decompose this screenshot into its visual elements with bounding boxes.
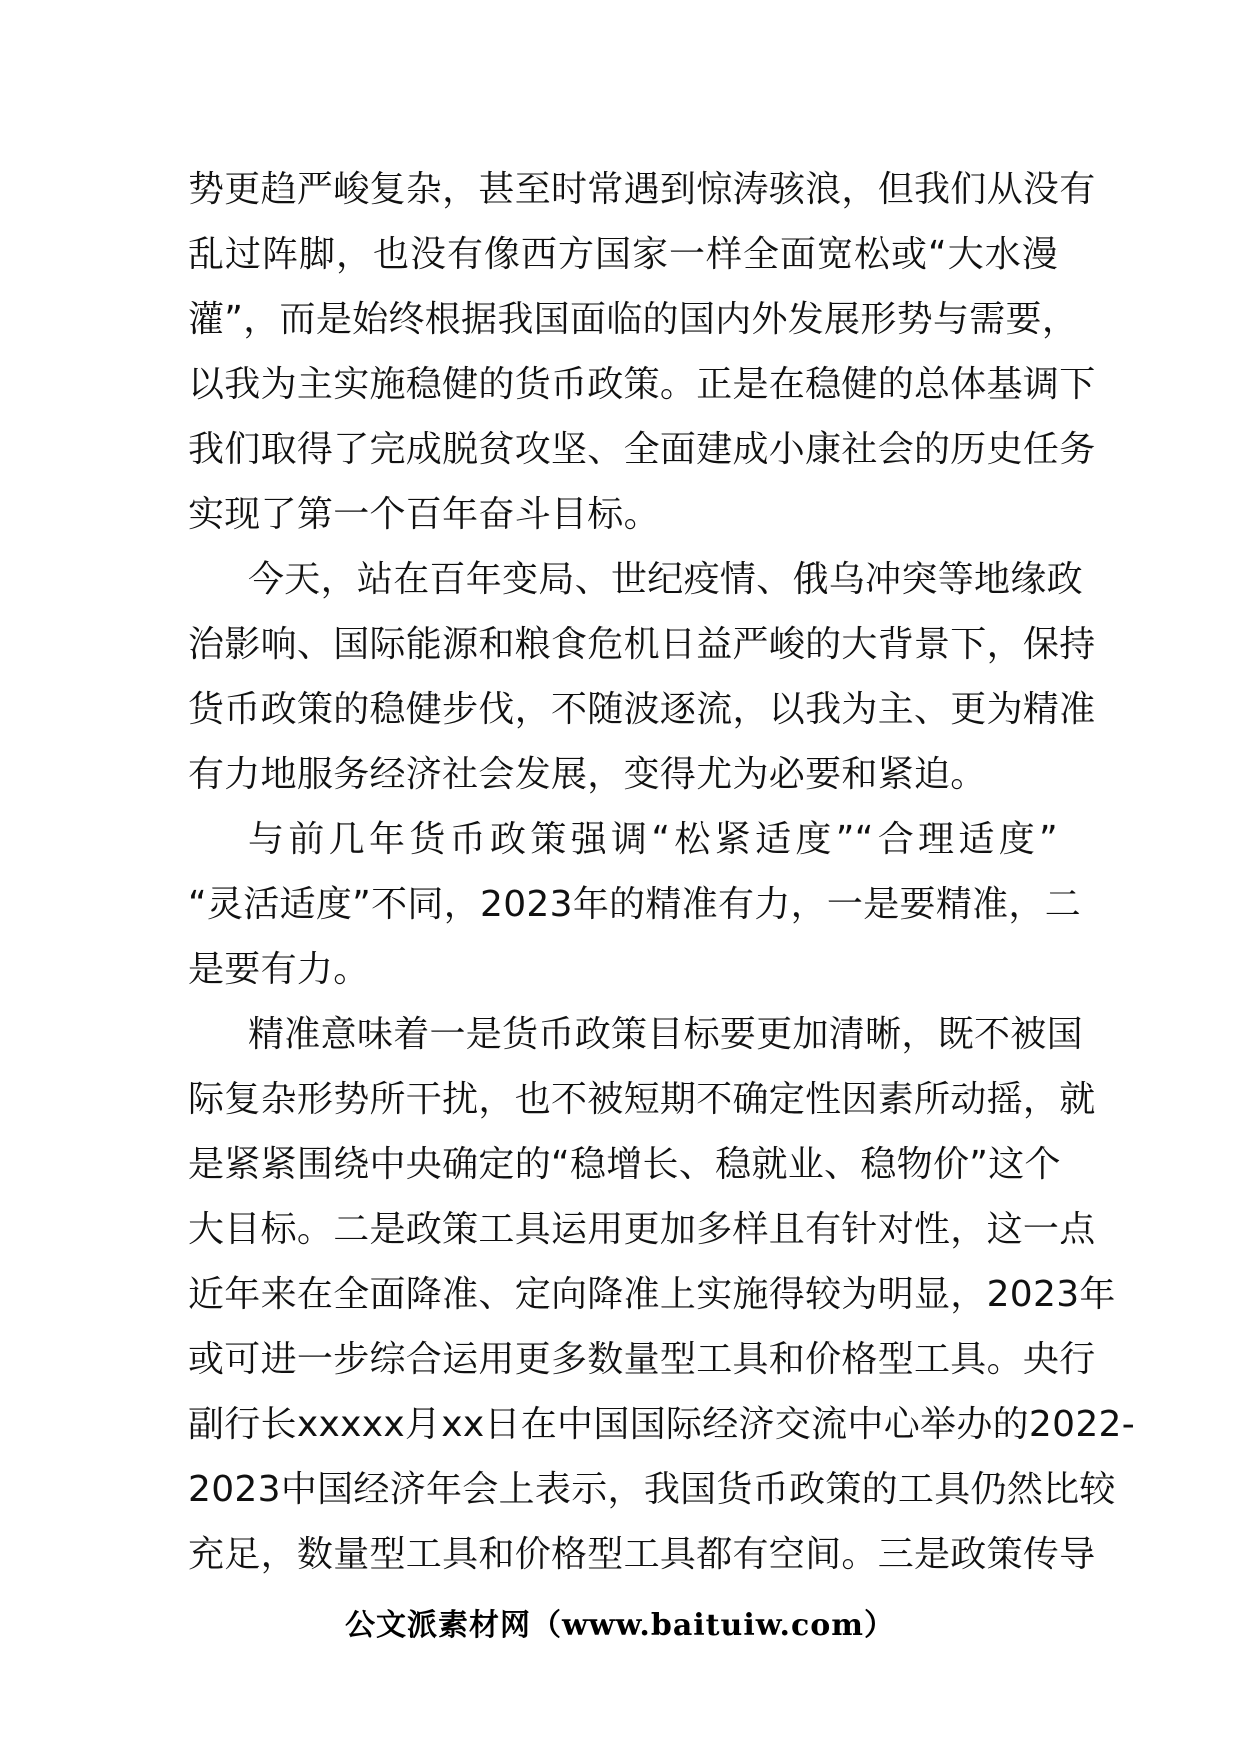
text-line: 充足，数量型工具和价格型工具都有空间。三是政策传导 xyxy=(188,1534,1096,1575)
text-line: 近年来在全面降准、定向降准上实施得较为明显，2023年 xyxy=(188,1274,1116,1315)
text-line: 副行长xxxxx月xx日在中国国际经济交流中心举办的2022- xyxy=(188,1404,1136,1445)
paragraph-1 xyxy=(188,157,1096,547)
page-footer: 公文派素材网（www.baituiw.com） xyxy=(344,1608,896,1643)
text-line: 是紧紧围绕中央确定的“稳增长、稳就业、稳物价”这个 xyxy=(188,1144,1061,1185)
text-line: 或可进一步综合运用更多数量型工具和价格型工具。央行 xyxy=(188,1339,1096,1380)
text-line: 货币政策的稳健步伐，不随波逐流，以我为主、更为精准 xyxy=(188,689,1096,730)
text-line: 有力地服务经济社会发展，变得尤为必要和紧迫。 xyxy=(188,754,987,795)
text-line: 实现了第一个百年奋斗目标。 xyxy=(188,494,660,535)
paragraph-4 xyxy=(188,1002,1136,1587)
text-line: 大目标。二是政策工具运用更加多样且有针对性，这一点 xyxy=(188,1209,1096,1250)
text-line: 治影响、国际能源和粮食危机日益严峻的大背景下，保持 xyxy=(188,624,1096,665)
text-line: 是要有力。 xyxy=(188,949,370,990)
paragraph-3 xyxy=(188,807,1082,1002)
text-line: 与前几年货币政策强调“松紧适度”“合理适度” xyxy=(248,819,1058,860)
text-line: “灵活适度”不同，2023年的精准有力，一是要精准，二 xyxy=(188,884,1082,925)
paragraph-2 xyxy=(188,547,1096,807)
text-line: 际复杂形势所干扰，也不被短期不确定性因素所动摇，就 xyxy=(188,1079,1096,1120)
text-line: 灌”，而是始终根据我国面临的国内外发展形势与需要， xyxy=(188,299,1079,340)
text-line: 今天，站在百年变局、世纪疫情、俄乌冲突等地缘政 xyxy=(248,559,1083,600)
text-line: 我们取得了完成脱贫攻坚、全面建成小康社会的历史任务 xyxy=(188,429,1096,470)
document-body xyxy=(188,157,1136,1587)
text-line: 精准意味着一是货币政策目标要更加清晰，既不被国 xyxy=(248,1014,1083,1055)
text-line: 势更趋严峻复杂，甚至时常遇到惊涛骇浪，但我们从没有 xyxy=(188,169,1096,210)
text-line: 2023中国经济年会上表示，我国货币政策的工具仍然比较 xyxy=(188,1469,1116,1510)
text-line: 乱过阵脚，也没有像西方国家一样全面宽松或“大水漫 xyxy=(188,234,1058,275)
text-line: 以我为主实施稳健的货币政策。正是在稳健的总体基调下 xyxy=(188,364,1096,405)
